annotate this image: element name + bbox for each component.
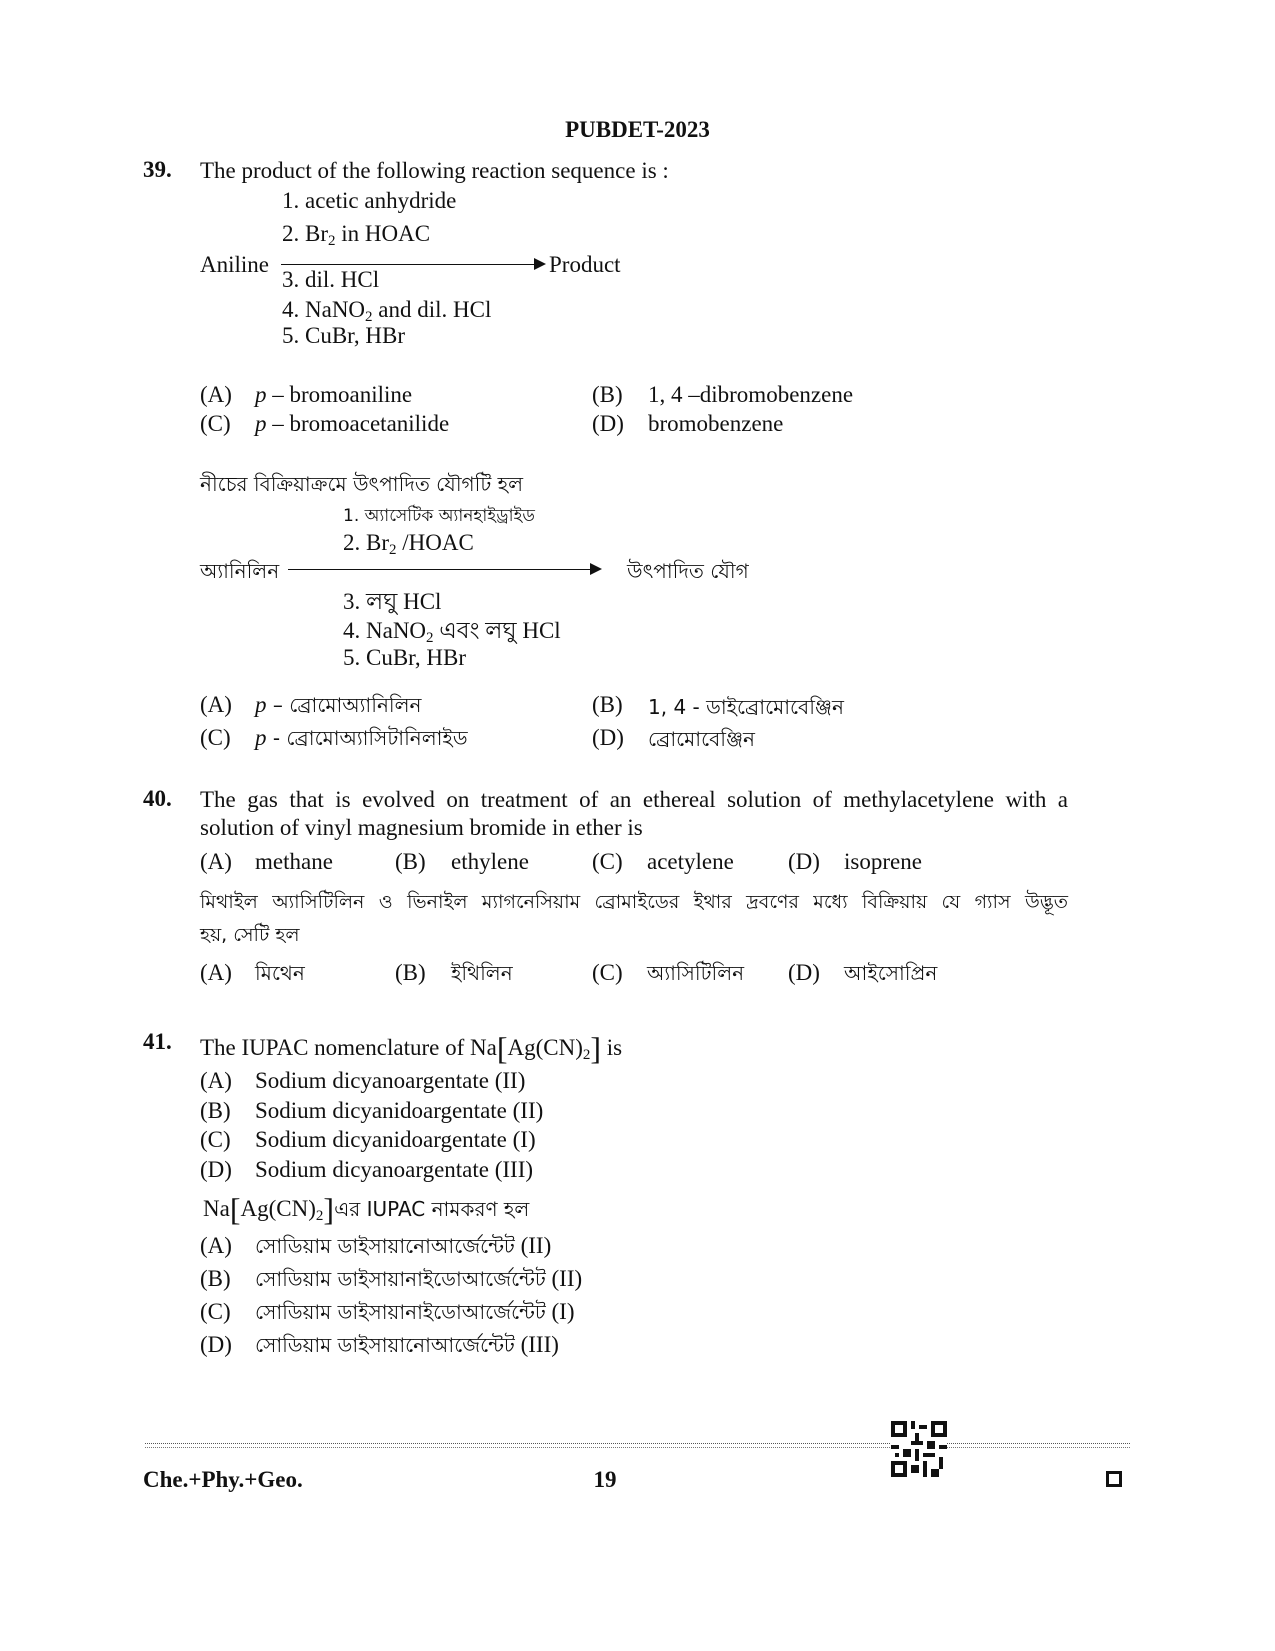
reaction-arrow-head bbox=[534, 258, 546, 270]
bn-option-41-b-label: (B) bbox=[200, 1266, 231, 1291]
option-39-d-label: (D) bbox=[592, 411, 624, 436]
footer-subject: Che.+Phy.+Geo. bbox=[143, 1467, 303, 1492]
option-41-c-label: (C) bbox=[200, 1127, 231, 1152]
option-41-c: Sodium dicyanidoargentate (I) bbox=[255, 1127, 536, 1152]
option-41-d-label: (D) bbox=[200, 1157, 232, 1182]
bn-option-40-c: অ্যাসিটিলিন bbox=[647, 961, 745, 985]
confidential-divider bbox=[145, 1443, 1130, 1448]
bn-option-40-b: ইথিলিন bbox=[451, 961, 513, 985]
option-39-c: p – bromoacetanilide bbox=[255, 411, 450, 436]
option-41-d: Sodium dicyanoargentate (III) bbox=[255, 1157, 534, 1182]
reactant-aniline: Aniline bbox=[200, 252, 269, 277]
bn-step-3: 3. লঘু HCl bbox=[343, 589, 442, 614]
bn-product: উৎপাদিত যৌগ bbox=[627, 559, 749, 583]
formula-na-ag-cn2: $Na[Ag(CN)_2]$ bbox=[469, 1030, 602, 1066]
step-2: 2. $Br_2$ in HOAC bbox=[282, 221, 431, 249]
question-number-41: 41. bbox=[143, 1029, 172, 1054]
bn-formula-na-ag-cn2: $Na[Ag(CN)_2]$ bbox=[203, 1191, 335, 1227]
question-40-line-2: solution of vinyl magnesium bromide in ether is bbox=[200, 815, 643, 840]
bn-step-1: 1. অ্যাসেটিক অ্যানহাইড্রাইড bbox=[343, 506, 535, 526]
option-39-b: 1, 4 –dibromobenzene bbox=[648, 382, 854, 407]
question-number-40: 40. bbox=[143, 786, 172, 811]
option-39-a: p – bromoaniline bbox=[255, 382, 413, 407]
bn-option-41-a: সোডিয়াম ডাইসায়ানোআর্জেন্টেট (II) bbox=[255, 1233, 552, 1258]
reaction-arrow-line bbox=[281, 264, 535, 265]
question-40-line-1: The gas that is evolved on treatment of an ethereal solution of methylacetylene with a bbox=[200, 787, 1068, 812]
bn-option-41-d-label: (D) bbox=[200, 1332, 232, 1357]
question-40-bn-line-2: হয়, সেটি হল bbox=[200, 924, 300, 946]
step-1: 1. acetic anhydride bbox=[282, 188, 457, 213]
option-40-b: ethylene bbox=[451, 849, 529, 874]
bn-option-41-a-label: (A) bbox=[200, 1233, 232, 1258]
bn-option-39-a-label: (A) bbox=[200, 692, 232, 717]
bn-step-4: 4. NaNO$_2$ এবং লঘু HCl bbox=[343, 618, 561, 646]
question-39-text: The product of the following reaction sequence is : bbox=[200, 158, 669, 183]
question-41-text: The IUPAC nomenclature of $Na[Ag(CN)_2]$ is bbox=[200, 1030, 623, 1066]
bn-option-39-d: ব্রোমোবেঞ্জিন bbox=[648, 727, 755, 751]
bn-option-41-c: সোডিয়াম ডাইসায়ানাইডোআর্জেন্টেট (I) bbox=[255, 1299, 575, 1324]
bn-option-39-c-label: (C) bbox=[200, 725, 231, 750]
bn-reaction-arrow-line bbox=[288, 569, 592, 570]
option-40-c-label: (C) bbox=[592, 849, 623, 874]
option-39-d: bromobenzene bbox=[648, 411, 784, 436]
bn-option-39-b-label: (B) bbox=[592, 692, 623, 717]
question-40-bn-line-1: মিথাইল অ্যাসিটিলিন ও ভিনাইল ম্যাগনেসিয়াম ব্রোমাইডের ইথার দ্রবণের মধ্যে বিক্রিয়ায় যে গ্যাস উদ্ভূত bbox=[200, 891, 1068, 913]
bn-option-40-b-label: (B) bbox=[395, 960, 426, 985]
bn-reactant: অ্যানিলিন bbox=[200, 559, 280, 583]
option-40-d: isoprene bbox=[844, 849, 922, 874]
bn-option-40-c-label: (C) bbox=[592, 960, 623, 985]
option-39-c-label: (C) bbox=[200, 411, 231, 436]
bn-option-41-b: সোডিয়াম ডাইসায়ানাইডোআর্জেন্টেট (II) bbox=[255, 1266, 583, 1291]
option-40-b-label: (B) bbox=[395, 849, 426, 874]
option-39-b-label: (B) bbox=[592, 382, 623, 407]
bn-option-39-a: p – ব্রোমোঅ্যানিলিন bbox=[255, 692, 422, 717]
bn-option-41-c-label: (C) bbox=[200, 1299, 231, 1324]
square-marker-icon bbox=[1106, 1471, 1122, 1487]
option-40-a: methane bbox=[255, 849, 333, 874]
bn-option-40-a: মিথেন bbox=[255, 961, 305, 985]
option-40-d-label: (D) bbox=[788, 849, 820, 874]
bn-option-39-d-label: (D) bbox=[592, 725, 624, 750]
page-header: PUBDET-2023 bbox=[565, 117, 710, 142]
bn-option-40-d: আইসোপ্রিন bbox=[844, 961, 938, 985]
product-label: Product bbox=[549, 252, 621, 277]
option-41-a-label: (A) bbox=[200, 1068, 232, 1093]
bn-option-40-a-label: (A) bbox=[200, 960, 232, 985]
question-39-bn-text: নীচের বিক্রিয়াক্রমে উৎপাদিত যৌগটি হল bbox=[200, 472, 524, 496]
bn-option-39-c: p - ব্রোমোঅ্যাসিটানিলাইড bbox=[255, 725, 468, 750]
qr-code-icon bbox=[891, 1421, 947, 1477]
bn-option-39-b: 1, 4 - ডাইব্রোমোবেঞ্জিন bbox=[648, 695, 844, 719]
option-41-b-label: (B) bbox=[200, 1098, 231, 1123]
bn-step-5: 5. CuBr, HBr bbox=[343, 645, 467, 670]
option-41-b: Sodium dicyanidoargentate (II) bbox=[255, 1098, 544, 1123]
bn-option-40-d-label: (D) bbox=[788, 960, 820, 985]
step-4: 4. NaNO$_2$ and dil. HCl bbox=[282, 297, 492, 325]
bn-reaction-arrow-head bbox=[590, 563, 602, 575]
step-5: 5. CuBr, HBr bbox=[282, 323, 406, 348]
step-3: 3. dil. HCl bbox=[282, 267, 380, 292]
option-40-c: acetylene bbox=[647, 849, 734, 874]
option-39-a-label: (A) bbox=[200, 382, 232, 407]
option-41-a: Sodium dicyanoargentate (II) bbox=[255, 1068, 526, 1093]
bn-step-2: 2. $Br_2$ /HOAC bbox=[343, 530, 474, 558]
option-40-a-label: (A) bbox=[200, 849, 232, 874]
question-number-39: 39. bbox=[143, 157, 172, 182]
question-41-bn-text: $Na[Ag(CN)_2]এর$ IUPAC নামকরণ হল bbox=[203, 1191, 530, 1227]
bn-option-41-d: সোডিয়াম ডাইসায়ানোআর্জেন্টেট (III) bbox=[255, 1332, 559, 1357]
footer-page-number: 19 bbox=[593, 1467, 617, 1492]
